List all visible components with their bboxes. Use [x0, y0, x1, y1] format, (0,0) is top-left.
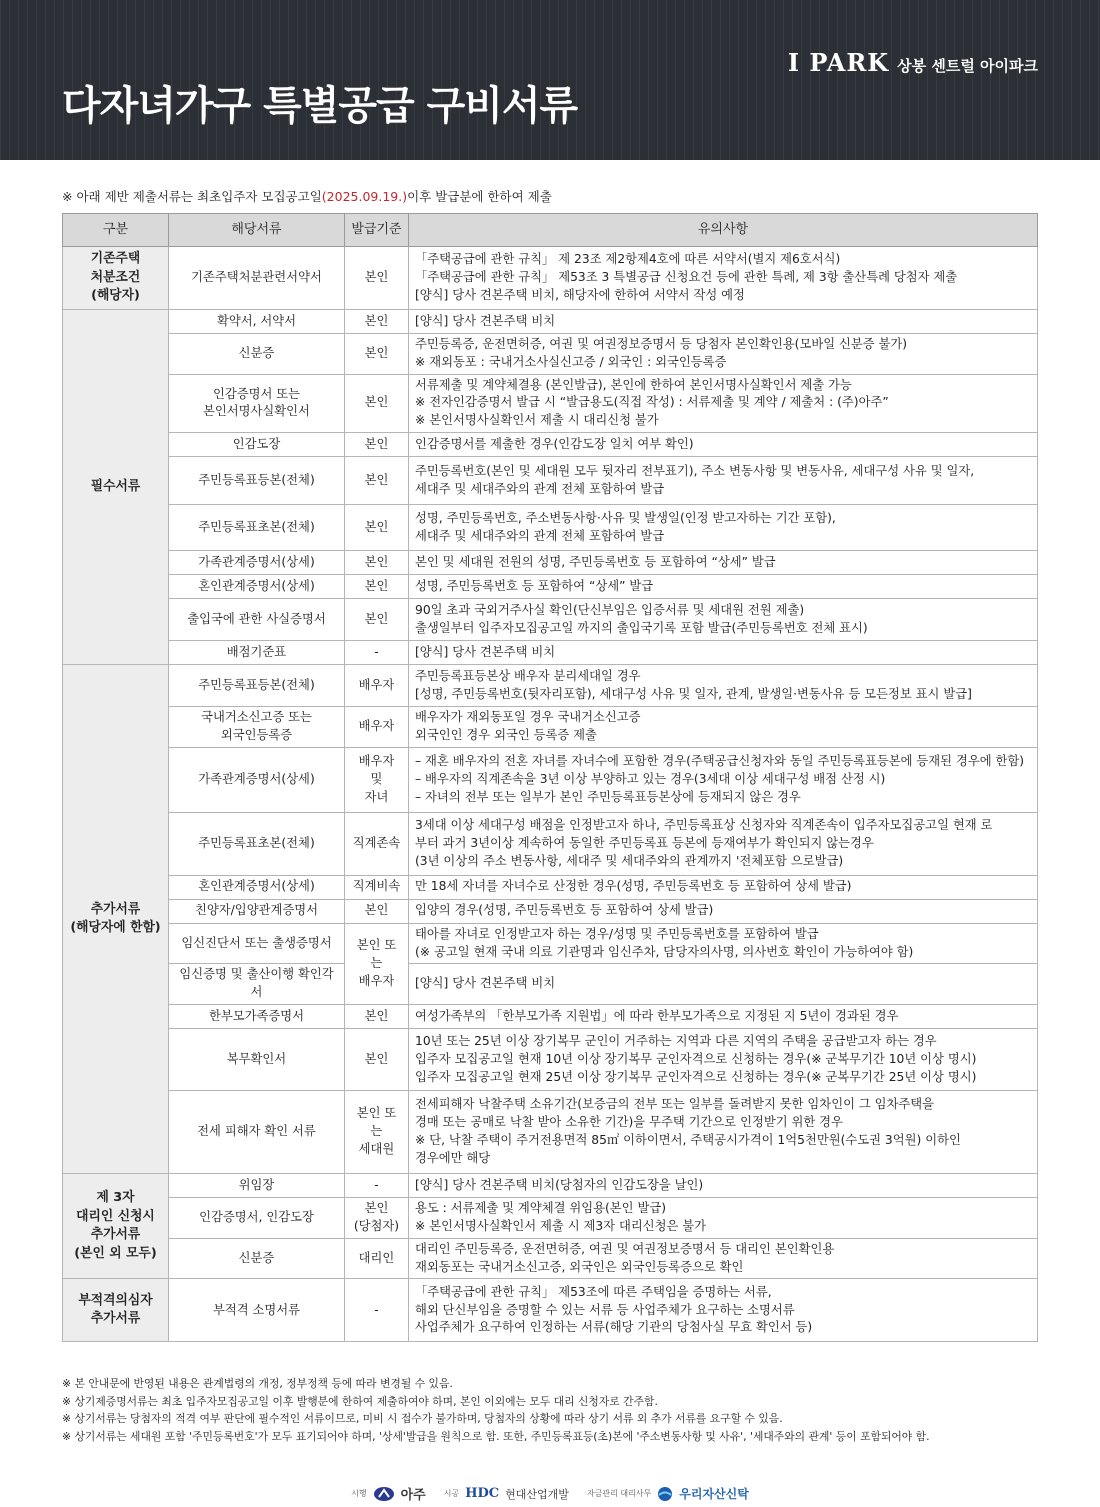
- notes-cell: [409, 1005, 1038, 1029]
- page-title: 다자녀가구 특별공급 구비서류: [62, 83, 578, 129]
- note-line: 본인 및 세대원 전원의 성명, 주민등록번호 등 포함하여 “상세” 발급: [415, 554, 776, 569]
- basis-cell: -: [345, 1174, 409, 1198]
- header-notes: 유의사항: [409, 214, 1038, 247]
- table-row: [63, 812, 1038, 875]
- basis-cell: 본인 또는 세대원: [345, 1091, 409, 1174]
- note-line: 입주자 모집공고일 현재 10년 이상 장기복무 군인자격으로 신청하는 경우(※ 군복무기간 10년 이상 명시): [415, 1051, 977, 1066]
- table-row: [63, 505, 1038, 551]
- basis-cell: 배우자: [345, 707, 409, 748]
- note-line: [성명, 주민등록번호(뒷자리포함), 세대구성 사유 및 일자, 관계, 발생일·변동사유 등 모든정보 표시 발급]: [415, 686, 972, 701]
- basis-cell: -: [345, 1279, 409, 1342]
- category-cell: 제 3자 대리인 신청시 추가서류 (본인 외 모두): [63, 1174, 169, 1279]
- note-line: [양식] 당사 견본주택 비치(당첨자의 인감도장을 날인): [415, 1177, 704, 1192]
- note-line: – 배우자의 직계존속을 3년 이상 부양하고 있는 경우(3세대 이상 세대구성 배점 산정 시): [415, 771, 886, 786]
- note-line: 주민등록증, 운전면허증, 여권 및 여권정보증명서 등 당첨자 본인확인용(모바일 신분증 불가): [415, 337, 908, 351]
- notes-cell: [409, 665, 1038, 707]
- note-line: 3세대 이상 세대구성 배점을 인정받고자 하나, 주민등록표상 신청자와 직계존속이 입주자모집공고일 현재 로: [415, 818, 993, 833]
- role-label: 시행: [351, 1489, 367, 1498]
- document-cell: 위임장: [169, 1174, 345, 1198]
- note-line: ※ 전자인감증명서 발급 시 “발급용도(직접 작성) : 서류제출 및 계약 / 제출처 : (주)아주”: [415, 395, 889, 410]
- notes-cell: [409, 812, 1038, 875]
- footnote: ※ 상기제증명서류는 최초 입주자모집공고일 이후 발행분에 한하여 제출하여야 하며, 본인 이외에는 모두 대리 신청자로 간주함.: [62, 1394, 658, 1408]
- table-row: [63, 551, 1038, 575]
- table-row: [63, 641, 1038, 665]
- notes-cell: [409, 707, 1038, 748]
- notes-cell: [409, 1279, 1038, 1342]
- note-line: 부터 과거 3년이상 계속하여 동일한 주민등록표 등본에 등재여부가 확인되지 않는경우: [415, 835, 874, 850]
- note-line: 배우자가 재외동포일 경우 국내거소신고증: [415, 710, 641, 725]
- notice-line: [62, 187, 552, 205]
- constructor-name: 현대산업개발: [505, 1487, 569, 1501]
- basis-cell: 본인: [345, 899, 409, 923]
- notes-cell: [409, 575, 1038, 599]
- document-cell: 임신진단서 또는 출생증명서: [169, 923, 345, 964]
- table-row: [63, 374, 1038, 432]
- basis-cell: -: [345, 641, 409, 665]
- notes-cell: [409, 1198, 1038, 1239]
- note-line: 세대주 및 세대주와의 관계 전체 포함하여 발급: [415, 528, 665, 543]
- note-line: 성명, 주민등록번호 등 포함하여 “상세” 발급: [415, 578, 654, 593]
- notes-cell: [409, 457, 1038, 505]
- note-line: 입양의 경우(성명, 주민등록번호 등 포함하여 상세 발급): [415, 903, 714, 918]
- note-line: 전세피해자 낙찰주택 소유기간(보증금의 전부 또는 일부를 돌려받지 못한 임차인이 그 임차주택을: [415, 1097, 935, 1112]
- document-cell: 부적격 소명서류: [169, 1279, 345, 1342]
- table-row: [63, 964, 1038, 1005]
- document-cell: 주민등록표등본(전체): [169, 665, 345, 707]
- document-cell: 친양자/입양관계증명서: [169, 899, 345, 923]
- notes-cell: [409, 247, 1038, 310]
- table-row: [63, 334, 1038, 375]
- basis-cell: 대리인: [345, 1238, 409, 1279]
- footnote: ※ 상기서류는 당첨자의 적격 여부 판단에 필수적인 서류이므로, 미비 시 접수가 불가하며, 당첨자의 상황에 따라 상기 서류 외 추가 서류를 요구할 수 있음.: [62, 1412, 783, 1425]
- table-header-row: [63, 214, 1038, 247]
- note-line: (3년 이상의 주소 변동사항, 세대주 및 세대주와의 관계까지 '전체포함 으로발급): [415, 853, 844, 868]
- note-line: – 재혼 배우자의 전혼 자녀를 자녀수에 포함한 경우(주택공급신청자와 동일 주민등록표등본에 등재된 경우에 한함): [415, 754, 1025, 769]
- note-line: 용도 : 서류제출 및 계약체결 위임용(본인 발급): [415, 1201, 667, 1216]
- note-line: [양식] 당사 견본주택 비치, 해당자에 한하여 서약서 작성 예정: [415, 287, 745, 302]
- developer-name: 아주: [400, 1488, 426, 1503]
- document-cell: 주민등록표초본(전체): [169, 812, 345, 875]
- table-row: [63, 575, 1038, 599]
- footnote: ※ 본 안내문에 반영된 내용은 관계법령의 개정, 정부정책 등에 따라 변경될 수 있음.: [62, 1377, 453, 1390]
- note-line: 태아를 자녀로 인정받고자 하는 경우/성명 및 주민등록번호를 포함하여 발급: [415, 926, 819, 941]
- document-cell: 출입국에 관한 사실증명서: [169, 599, 345, 641]
- document-cell: 인감증명서 또는 본인서명사실확인서: [169, 374, 345, 432]
- notes-cell: [409, 875, 1038, 899]
- table-body: [63, 247, 1038, 1342]
- table-row: [63, 1174, 1038, 1198]
- table-row: [63, 923, 1038, 964]
- note-line: 주민등록표등본상 배우자 분리세대일 경우: [415, 668, 641, 683]
- table-row: [63, 599, 1038, 641]
- basis-cell: 본인: [345, 575, 409, 599]
- note-line: ※ 단, 낙찰 주택이 주거전용면적 85㎡ 이하이면서, 주택공시가격이 1억5천만원(수도권 3억원) 이하인: [415, 1133, 961, 1148]
- notes-cell: [409, 1029, 1038, 1091]
- basis-cell: 본인 (당첨자): [345, 1198, 409, 1239]
- brand: [788, 48, 1038, 77]
- document-cell: 신분증: [169, 334, 345, 375]
- note-line: 90일 초과 국외거주사실 확인(단신부임은 입증서류 및 세대원 전원 제출): [415, 602, 805, 617]
- trustee: [587, 1485, 749, 1502]
- note-line: ※ 본인서명사실확인서 제출 시 대리신청 불가: [415, 413, 659, 428]
- table-row: [63, 457, 1038, 505]
- note-line: 경우에만 해당: [415, 1150, 491, 1165]
- footer-companies: [0, 1484, 1100, 1503]
- document-cell: 신분증: [169, 1238, 345, 1279]
- document-cell: 전세 피해자 확인 서류: [169, 1091, 345, 1174]
- basis-cell: 본인: [345, 1005, 409, 1029]
- header-document: 해당서류: [169, 214, 345, 247]
- document-cell: 주민등록표등본(전체): [169, 457, 345, 505]
- table-row: [63, 875, 1038, 899]
- table-row: [63, 1279, 1038, 1342]
- notice-date: (2025.09.19.): [321, 189, 408, 204]
- document-cell: 국내거소신고증 또는 외국인등록증: [169, 707, 345, 748]
- trustee-name: 우리자산신탁: [679, 1487, 749, 1501]
- basis-cell: 본인: [345, 433, 409, 457]
- notes-cell: [409, 310, 1038, 334]
- note-line: 외국인인 경우 외국인 등록증 제출: [415, 727, 597, 742]
- note-line: 「주택공급에 관한 규칙」 제 23조 제2항제4호에 따른 서약서(별지 제6호서식): [415, 252, 841, 267]
- document-cell: 주민등록표초본(전체): [169, 505, 345, 551]
- notes-cell: [409, 433, 1038, 457]
- note-line: 경매 또는 공매로 낙찰 받아 소유한 기간)을 무주택 기간으로 인정받기 위한 경우: [415, 1115, 843, 1130]
- documents-table: [62, 213, 1038, 1342]
- notes-cell: [409, 1174, 1038, 1198]
- notes-cell: [409, 374, 1038, 432]
- note-line: 「주택공급에 관한 규칙」 제53조 3 특별공급 신청요건 등에 관한 특례, 제 3항 출산특례 당첨자 제출: [415, 270, 958, 285]
- note-line: 만 18세 자녀를 자녀수로 산정한 경우(성명, 주민등록번호 등 포함하여 상세 발급): [415, 879, 852, 894]
- notes-cell: [409, 505, 1038, 551]
- note-line: 재외동포는 국내거소신고증, 외국인은 외국인등록증으로 확인: [415, 1259, 744, 1274]
- note-line: ※ 본인서명사실확인서 제출 시 제3자 대리신청은 불가: [415, 1218, 707, 1233]
- notes-cell: [409, 899, 1038, 923]
- table-row: [63, 1029, 1038, 1091]
- note-line: 대리인 주민등록증, 운전면허증, 여권 및 여권정보증명서 등 대리인 본인확인용: [415, 1241, 835, 1256]
- developer: [351, 1484, 426, 1503]
- ipark-logo: I PARK: [787, 48, 890, 77]
- document-cell: 기존주택처분관련서약서: [169, 247, 345, 310]
- category-cell: 기존주택 처분조건 (해당자): [63, 247, 169, 310]
- table-row: [63, 1198, 1038, 1239]
- table-row: [63, 433, 1038, 457]
- basis-cell: 본인: [345, 505, 409, 551]
- document-cell: 인감증명서, 인감도장: [169, 1198, 345, 1239]
- table-row: [63, 1238, 1038, 1279]
- table-row: [63, 247, 1038, 310]
- basis-cell: 직계존속: [345, 812, 409, 875]
- basis-cell: 본인: [345, 551, 409, 575]
- document-cell: 임신증명 및 출산이행 확인각서: [169, 964, 345, 1005]
- header-category: 구분: [63, 214, 169, 247]
- notes-cell: [409, 551, 1038, 575]
- note-line: ※ 재외동포 : 국내거소사실신고증 / 외국인 : 외국인등록증: [415, 354, 727, 369]
- table-row: [63, 1005, 1038, 1029]
- note-line: 세대주 및 세대주와의 관계 전체 포함하여 발급: [415, 481, 665, 496]
- table-row: [63, 665, 1038, 707]
- note-line: [양식] 당사 견본주택 비치: [415, 644, 556, 659]
- note-line: 성명, 주민등록번호, 주소변동사항·사유 및 발생일(인정 받고자하는 기간 포함),: [415, 510, 836, 525]
- note-line: 서류제출 및 계약체결용 (본인발급), 본인에 한하여 본인서명사실확인서 제출 가능: [415, 377, 852, 392]
- constructor: [444, 1486, 569, 1502]
- notes-cell: [409, 1238, 1038, 1279]
- notes-cell: [409, 964, 1038, 1005]
- notice-suffix: 이후 발급분에 한하여 제출: [407, 189, 552, 204]
- notes-cell: [409, 1091, 1038, 1174]
- note-line: 출생일부터 입주자모집공고일 까지의 출입국기록 포함 발급(주민등록번호 전체 표시): [415, 620, 868, 635]
- note-line: – 자녀의 전부 또는 일부가 본인 주민등록표등본상에 등재되지 않은 경우: [415, 789, 801, 804]
- document-cell: 확약서, 서약서: [169, 310, 345, 334]
- document-cell: 한부모가족증명서: [169, 1005, 345, 1029]
- note-line: 「주택공급에 관한 규칙」 제53조에 따른 주택임을 증명하는 서류,: [415, 1284, 772, 1299]
- basis-cell: 본인: [345, 374, 409, 432]
- basis-cell: 배우자: [345, 665, 409, 707]
- basis-cell: 본인: [345, 310, 409, 334]
- basis-cell: 직계비속: [345, 875, 409, 899]
- aju-logo-icon: [373, 1486, 395, 1502]
- basis-cell: 본인: [345, 247, 409, 310]
- basis-cell: 본인: [345, 457, 409, 505]
- notes-cell: [409, 599, 1038, 641]
- brand-subtitle: 상봉 센트럴 아이파크: [897, 57, 1038, 75]
- document-cell: 가족관계증명서(상세): [169, 551, 345, 575]
- table-row: [63, 310, 1038, 334]
- note-line: 주민등록번호(본인 및 세대원 모두 뒷자리 전부표기), 주소 변동사항 및 변동사유, 세대구성 사유 및 일자,: [415, 463, 975, 478]
- note-line: [양식] 당사 견본주택 비치: [415, 976, 556, 991]
- category-cell: 필수서류: [63, 310, 169, 665]
- note-line: 10년 또는 25년 이상 장기복무 군인이 거주하는 지역과 다른 지역의 주택을 공급받고자 하는 경우: [415, 1033, 937, 1048]
- document-cell: 인감도장: [169, 433, 345, 457]
- notes-cell: [409, 747, 1038, 812]
- category-cell: 부적격의심자 추가서류: [63, 1279, 169, 1342]
- role-label: 시공: [443, 1489, 460, 1498]
- note-line: 해외 단신부임을 증명할 수 있는 서류 등 사업주체가 요구하는 소명서류: [415, 1302, 795, 1317]
- document-cell: 배점기준표: [169, 641, 345, 665]
- document-cell: 혼인관계증명서(상세): [169, 575, 345, 599]
- hdc-logo: HDC: [465, 1486, 500, 1501]
- header-basis: 발급기준: [345, 214, 409, 247]
- table-row: [63, 747, 1038, 812]
- notes-cell: [409, 334, 1038, 375]
- notice-prefix: ※ 아래 제반 제출서류는 최초입주자 모집공고일: [62, 189, 322, 204]
- notes-cell: [409, 641, 1038, 665]
- note-line: 여성가족부의 「한부모가족 지원법」에 따라 한부모가족으로 지정된 지 5년이 경과된 경우: [415, 1008, 899, 1023]
- table-row: [63, 899, 1038, 923]
- basis-cell: 본인: [345, 599, 409, 641]
- table-row: [63, 1091, 1038, 1174]
- document-cell: 가족관계증명서(상세): [169, 747, 345, 812]
- note-line: (※ 공고일 현재 국내 의료 기관명과 임신주차, 담당자의사명, 의사번호 확인이 가능하여야 함): [415, 944, 914, 959]
- role-label: 자금관리 대리사무: [586, 1489, 652, 1498]
- basis-cell: 본인: [345, 1029, 409, 1091]
- category-cell: 추가서류 (해당자에 한함): [63, 665, 169, 1174]
- note-line: 인감증명서를 제출한 경우(인감도장 일치 여부 확인): [415, 436, 694, 451]
- basis-cell: 본인 또는 배우자: [345, 923, 409, 1004]
- note-line: 사업주체가 요구하여 인정하는 서류(해당 기관의 당첨사실 무효 확인서 등): [415, 1320, 813, 1335]
- header-banner: [0, 0, 1100, 160]
- table-row: [63, 707, 1038, 748]
- basis-cell: 배우자 및 자녀: [345, 747, 409, 812]
- basis-cell: 본인: [345, 334, 409, 375]
- woori-logo-icon: [657, 1486, 673, 1502]
- document-cell: 혼인관계증명서(상세): [169, 875, 345, 899]
- footnote: ※ 상기서류는 세대원 포함 '주민등록번호'가 모두 표기되어야 하며, '상세'발급을 원칙으로 함. 또한, 주민등록표등(초)본에 '주소변동사항 및 사유', '세대주와의 관계' 등이 포함되어야 함.: [62, 1429, 930, 1443]
- notes-cell: [409, 923, 1038, 964]
- footnotes: [62, 1375, 930, 1445]
- document-cell: 복무확인서: [169, 1029, 345, 1091]
- note-line: [양식] 당사 견본주택 비치: [415, 313, 556, 328]
- note-line: 입주자 모집공고일 현재 25년 이상 장기복무 군인자격으로 신청하는 경우(※ 군복무기간 25년 이상 명시): [415, 1069, 977, 1084]
